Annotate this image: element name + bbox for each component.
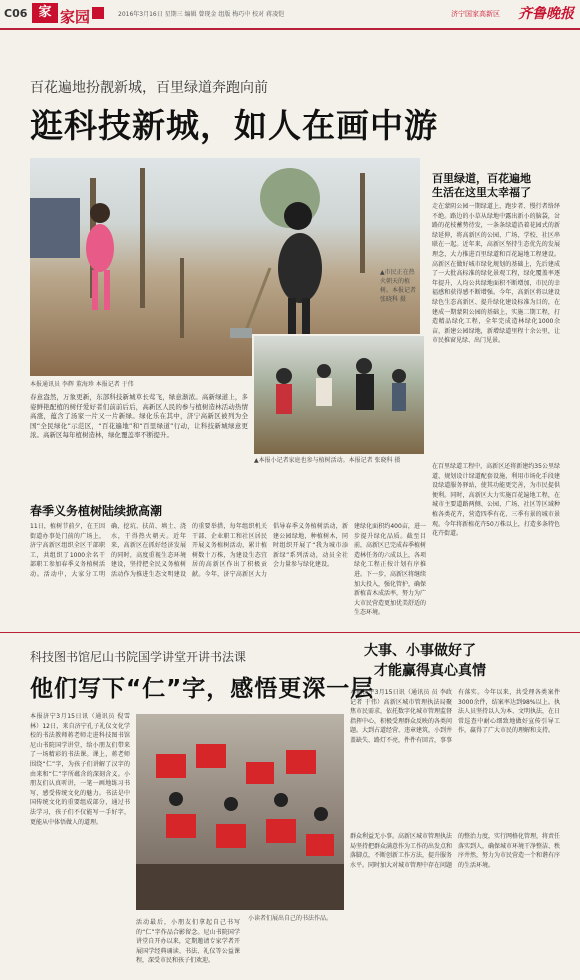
story1-side-text-2: 在百里绿道工程中，高新区还将新建约35公里绿道，规划设计绿道配套设施，利用市场化手段建设绿道服务驿站，使其功能更完善，为市民提供便利。同时，高新区大力实施百花遍地工程，在城市主要道路两侧、公园、广场、社区等区域种植各类花卉，营造四季有花、三季有景的城市景观。今年将新植花卉50万株以上，打造多条特色花卉街道。 — [432, 463, 560, 538]
story1-side-title-2: 生活在这里太幸福了 — [432, 186, 531, 199]
brand-label: 济宁国家高新区 — [451, 10, 500, 18]
story2-text: 11日，植树节前夕，在王因街道办事处门前的广场上，济宁高新区组织全区干部职工，共组织了1000余名干部职工参加春季义务植树活动。活动中，大家分工明确，挖坑、扶苗、填土、浇水，干得热火朝天。近年来，高新区在抓好经济发展的同时，高度重视生态环境建设，坚持把全民义务植树活动作为推进生态文明建设的重要举措，每年组织机关干部、企业职工和社区居民开展义务植树活动，累计植树数十万株，为建设生态宜居的高新区作出了积极贡献。今年，济宁高新区大力倡导春季义务植树活动，新建公园绿地，种植树木，同时组织开展了“我为城市添新绿”系列活动，动员全社会力量参与绿化建设。 — [30, 523, 348, 578]
story2-text-2: 建绿化面积约400亩，进一步提升绿化品质。截至目前，高新区已完成春季植树造林任务的六成以上，各项绿化工程正按计划有序推进。下一步，高新区将继续加大投入，强化管护，确保新植苗木成活率，努力为广大市民营造更加优美舒适的生态环境。 — [354, 523, 426, 617]
story1-side-title-1: 百里绿道，百花遍地 — [432, 172, 531, 185]
newspaper-logo: 齐鲁晚报 — [518, 6, 574, 22]
calligraphy-class-photo — [136, 714, 344, 910]
section-icon — [92, 7, 104, 19]
story1-lead: 春意盎然，万象更新，东部科技新城草长莺飞，绿意渐浓。高新绿道上，多姿鲜艳配植的树仔爱好者们前前后后，高新区人民的参与植树造林活动热情高涨，蕴含了汤家一片又一片新绿。绿化乐在其中，济宁高新区被列为全国“全民绿化”示范区，“百花遍地”和“百里绿道”行动，让科技新城绿意更浓。高新区每年植树造林，绿化覆盖率不断提升。 — [30, 393, 248, 440]
photo-caption-2: ▲市民正在热火朝天的植树。本报记者 张晓科 摄 — [380, 269, 417, 303]
story3-photo-caption: 小读者们展出自己的书法作品。 — [248, 915, 333, 922]
story4-text: 本报济宁3月15日讯（通讯员 员 李政 记者 于伟）高新区城市管理执法局聚焦市民需求，依托数字化城市管理监督指挥中心，积极受理群众反映的各类问题。大到占道经营、违章建筑，小到井盖缺失、路灯不亮，件件有回音，事事有落实。今年以来，共受理各类案件3000余件，结案率达到98%以上。执法人员坚持以人为本、文明执法，在日常巡查中耐心细致地做好宣传引导工作，赢得了广大市民的理解和支持。 — [350, 689, 560, 744]
story3-kicker: 科技图书馆尼山书院国学讲堂开讲书法课 — [30, 650, 247, 664]
family-planting-photo — [252, 334, 426, 456]
story4-title-1: 大事、小事做好了 — [364, 643, 476, 659]
story4-text-2: 群众利益无小事。高新区城市管理执法局坚持把群众满意作为工作的出发点和落脚点，不断创新工作方法，提升服务水平。同时加大对城市管理中存在问题的整治力度，实行网格化管理，将责任落实到人，确保城市环境干净整洁、秩序井然，努力为市民营造一个和谐有序的生活环境。 — [350, 833, 560, 869]
issue-meta: 2016年3月16日 星期三 编辑 曾现金 组版 梅巧中 校对 蒋凌恺 — [118, 11, 285, 18]
page-number: C06 — [4, 7, 28, 20]
section-title: 家园 — [60, 8, 91, 26]
story1-side-text: 走在蒙阴公园一期绿道上，跑步者、慢行者络绎不绝。路边的小草从绿地中露出新小的脑袋，岔路的花枝蓄势待发，一条条绿道沿着花园式的新绿延伸，将高新区的公园、广场、学校、社区串联在一起。近年来，高新区坚持生态优先的发展理念，大力推进百里绿道和百花遍地工程建设。高新区在做好城市绿化规划的基础上，先后建成了一大批高标准的绿化景观工程，绿化覆盖率逐年提升，人均公共绿地面积不断增加，市民的幸福感和获得感不断增强。今年，高新区将以建设绿色生态高新区、提升绿化建设标准为目的，在建成一期蒙阴公园的基础上，实施二期工程，打造精品绿化工程，全年完成造林绿化1000余亩，新建公园绿地，新增绿道里程十余公里，让市民推窗见绿、出门见景。 — [432, 203, 560, 345]
photo-caption-3: ▲本报小记者家庭也参与植树活动。本报记者 张晓科 摄 — [254, 457, 401, 464]
story1-kicker: 百花遍地扮靓新城，百里绿道奔跑向前 — [30, 80, 268, 96]
section-label: 家 — [32, 3, 58, 23]
story3-text: 本报济宁3月15日讯（通讯员 倪雪林）12日，来自济宁孔子礼仪文化学校的书法教师蒋老师走进科技图书馆尼山书院国学讲堂，给小朋友们带来了一场精彩的书法课。课上，蒋老师围绕“仁”字，为孩子们讲解了汉字的由来和“仁”字所蕴含的深刻含义。小朋友们认真听讲，一笔一画地练习书写，感受传统文化的魅力。书法是中国传统文化的重要组成部分，通过书法学习，孩子们不仅能写一手好字，更能从中体悟做人的道理。 — [30, 713, 130, 826]
story3-title: 他们写下“仁”字，感悟更深一层 — [30, 676, 375, 702]
story3-text-2: 活动最后，小朋友们拿起自己书写的“仁”字作品合影留念。尼山书院国学讲堂自开办以来，定期邀请专家学者开展国学经典诵读、书法、礼仪等公益课程，深受市民和孩子们欢迎。 — [136, 919, 240, 965]
story1-headline: 逛科技新城，如人在画中游 — [30, 106, 438, 145]
photo-credit: 本报通讯员 李辉 董海珍 本报记者 于伟 — [30, 381, 134, 388]
story4-title-2: 才能赢得真心真情 — [374, 663, 486, 679]
section-divider — [0, 632, 580, 633]
story2-title: 春季义务植树陆续掀高潮 — [30, 504, 163, 518]
page-header — [0, 0, 580, 30]
